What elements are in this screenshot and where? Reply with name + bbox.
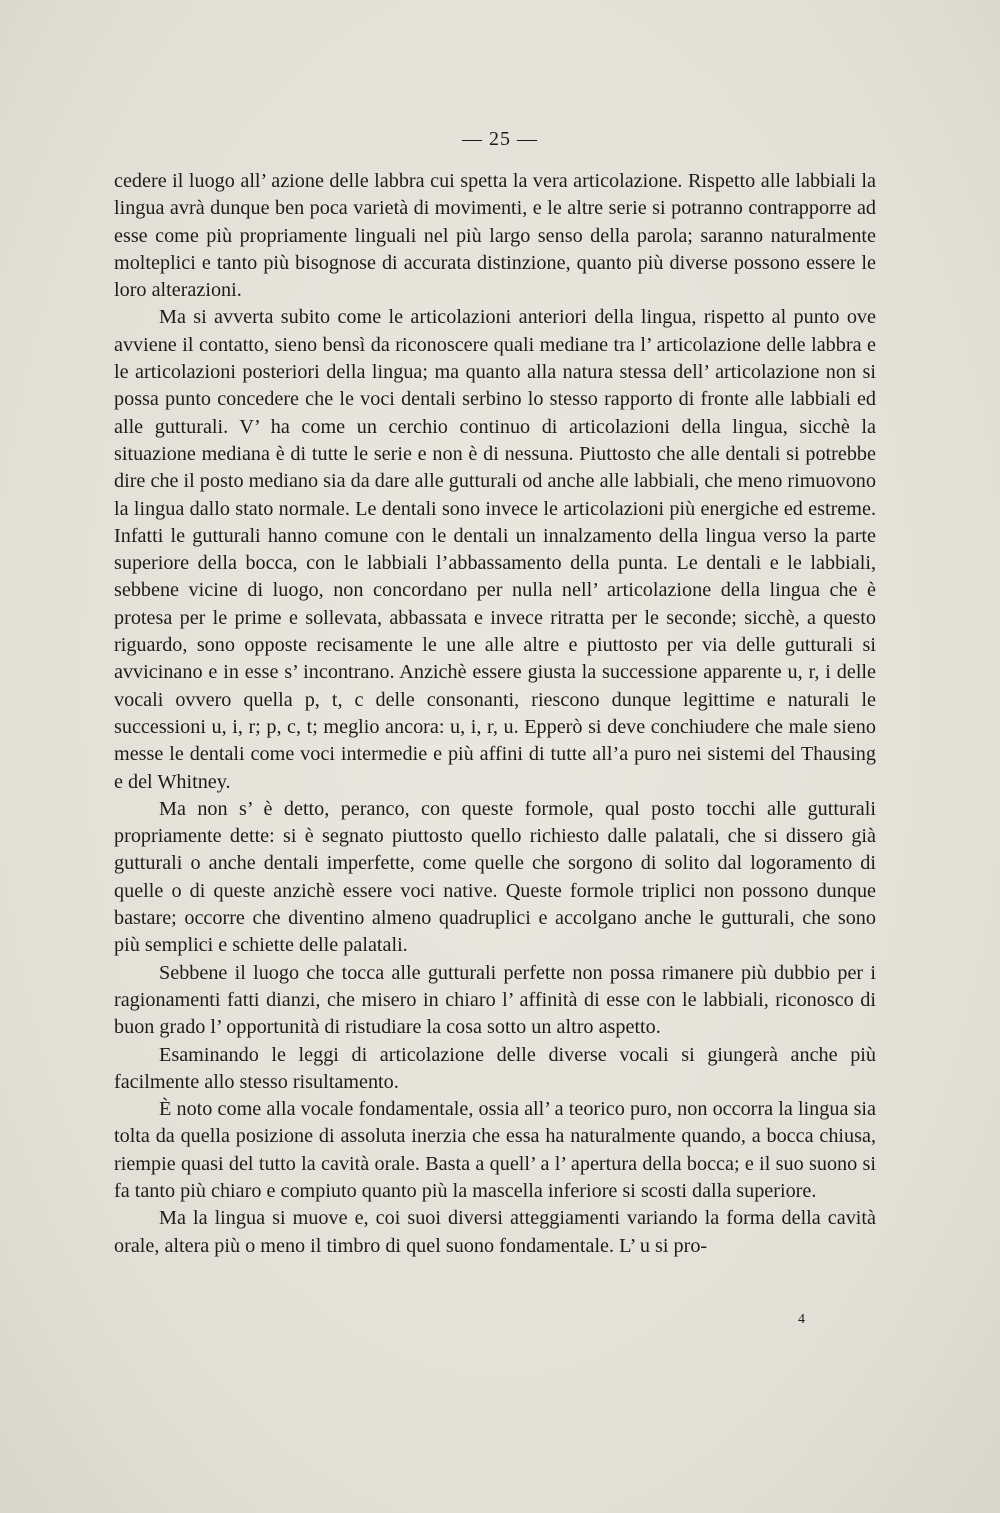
page-number: — 25 — [462, 128, 538, 150]
paragraph-6: È noto come alla vocale fondamentale, ossia all’ a teorico puro, non occorra la lingua sia tolta da quella posizione di assoluta inerzia che essa ha naturalmente quando, a bocca chiusa, riempie quasi del tutto la cavità orale. Basta a quell’ a l’ apertura della bocca; e il suo suono si fa tanto più chiaro e compiuto quanto più la mascella inferiore si scosti dalla superiore. [114, 1098, 876, 1202]
paragraph-3: Ma non s’ è detto, peranco, con queste formole, qual posto tocchi alle gutturali propriamente dette: si è segnato piuttosto quello richiesto dalle palatali, che si dissero già gutturali o anche dentali imperfette, come quelle che sorgono di solito dal logoramento di quelle o di queste anzichè essere voci native. Queste formole triplici non possono dunque bastare; occorre che diventino almeno quadruplici e accolgano anche le gutturali, che sono più semplici e schiette delle palatali. [114, 797, 876, 957]
body-text [114, 168, 876, 1260]
paragraph-1: cedere il luogo all’ azione delle labbra cui spetta la vera articolazione. Rispetto alle labbiali la lingua avrà dunque ben poca varietà di movimenti, e le altre serie si potranno contrapporre ad esse come più propriamente linguali nel più largo senso della parola; saranno naturalmente molteplici e tanto più bisognose di accurata distinzione, quanto più diverse possono essere le loro alterazioni. [114, 170, 876, 302]
paragraph-5: Esaminando le leggi di articolazione delle diverse vocali si giungerà anche più facilmente allo stesso risultamento. [114, 1043, 876, 1093]
paragraph-2: Ma si avverta subito come le articolazioni anteriori della lingua, rispetto al punto ove avviene il contatto, sieno bensì da riconoscere quali mediane tra l’ articolazione delle labbra e le articolazioni posteriori della lingua; ma quanto alla natura stessa dell’ articolazione non si possa punto concedere che le voci dentali serbino lo stesso rapporto di fronte alle labbiali ed alle gutturali. V’ ha come un cerchio continuo di articolazioni della lingua, sicchè la situazione mediana è di tutte le serie e non è di nessuna. Piuttosto che alle dentali si potrebbe dire che il posto mediano sia da dare alle gutturali od anche alle labbiali, che meno rimuovono la lingua dallo stato normale. Le dentali sono invece le articolazioni più energiche ed estreme. Infatti le gutturali hanno comune con le dentali un innalzamento della lingua verso la parte superiore della bocca, con le labbiali l’abbassamento della punta. Le dentali e le labbiali, sebbene vicine di luogo, non concordano per nulla nell’ articolazione della lingua che è protesa per le prime e sollevata, abbassata e invece ritratta per le seconde; sicchè, a questo riguardo, sono opposte recisamente le une alle altre e piuttosto per via delle gutturali si avvicinano e in esse s’ incontrano. Anzichè essere giusta la successione apparente u, r, i delle vocali ovvero quella p, t, c delle consonanti, riescono dunque legittime e naturali le successioni u, i, r; p, c, t; meglio ancora: u, i, r, u. Epperò si deve conchiudere che male sieno messe le dentali come voci intermedie e più affini di tutte all’a puro nei sistemi del Thausing e del Whitney. [114, 306, 876, 793]
paragraph-4: Sebbene il luogo che tocca alle gutturali perfette non possa rimanere più dubbio per i ragionamenti fatti dianzi, che misero in chiaro l’ affinità di esse con le labbiali, riconosco di buon grado l’ opportunità di ristudiare la cosa sotto un altro aspetto. [114, 961, 876, 1039]
paragraph-7: Ma la lingua si muove e, coi suoi diversi atteggiamenti variando la forma della cavità orale, altera più o meno il timbro di quel suono fondamentale. L’ u si pro- [114, 1207, 876, 1257]
signature-mark: 4 [798, 1312, 805, 1327]
